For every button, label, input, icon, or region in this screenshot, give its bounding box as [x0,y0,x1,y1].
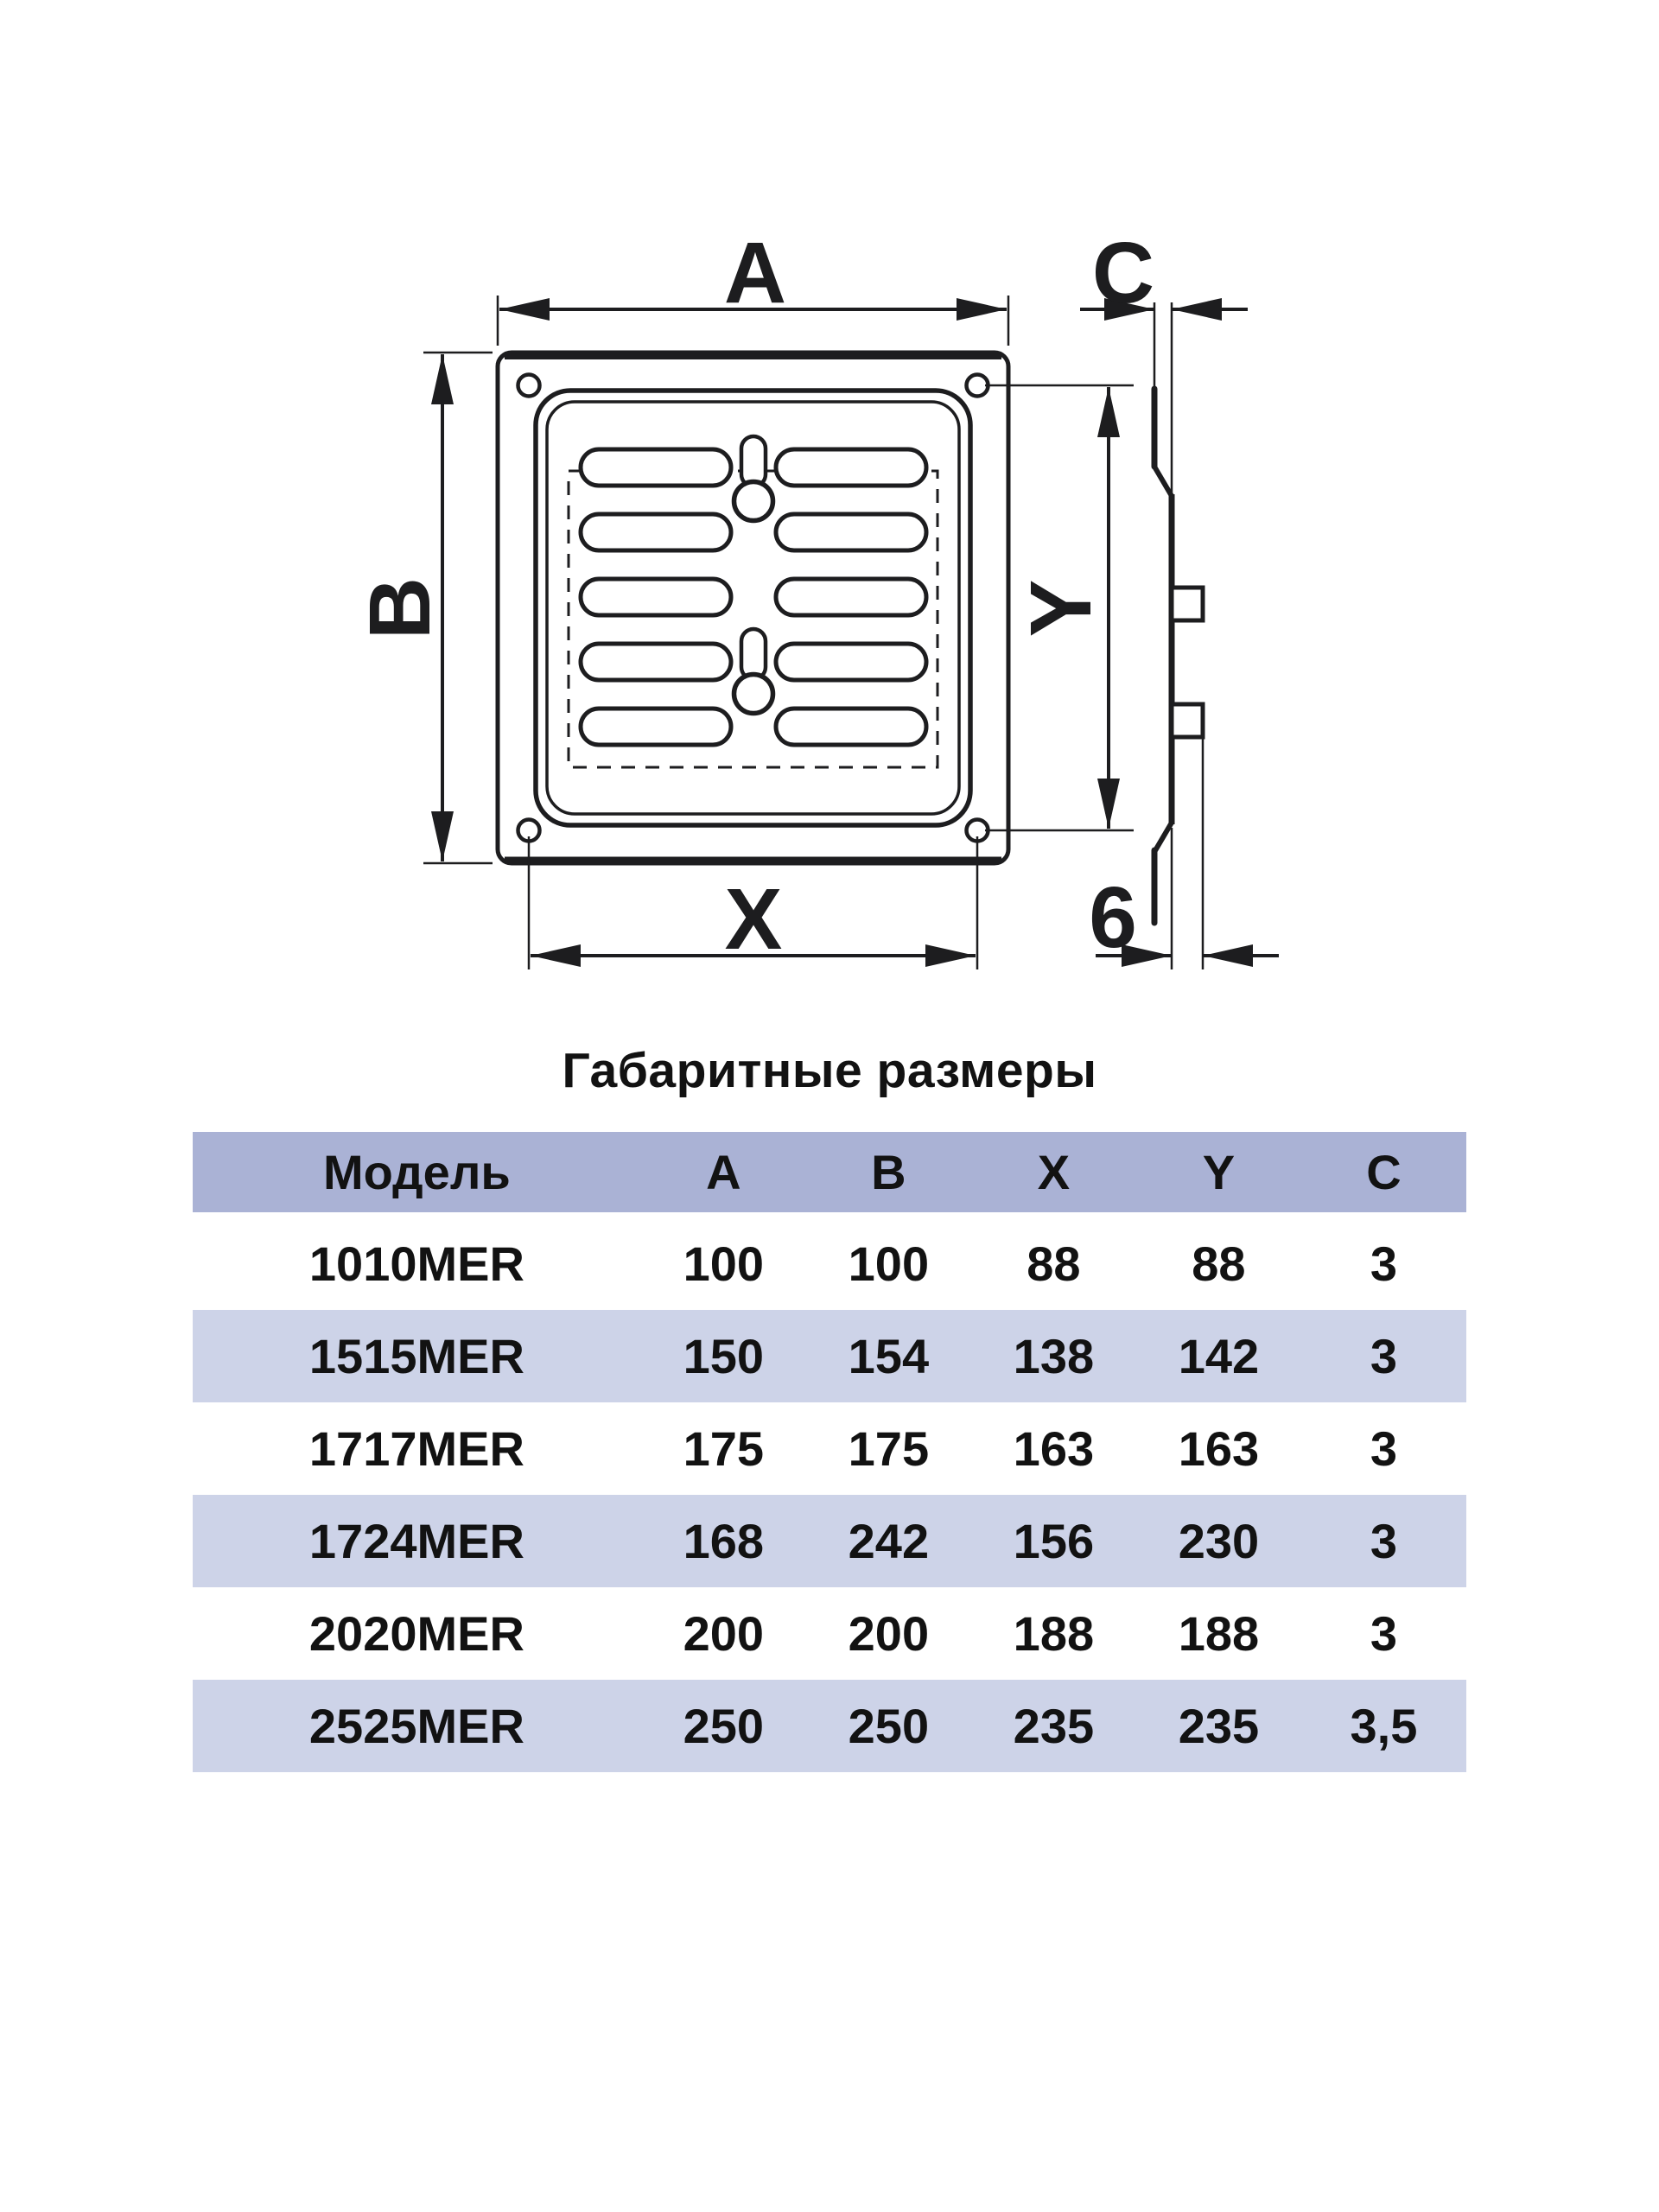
table-row [193,1402,1466,1495]
dim-label-c: C [1091,225,1155,321]
table-header-cell: C [1301,1132,1466,1215]
table-cell: 235 [1178,1699,1260,1753]
table-cell: 163 [1013,1421,1095,1476]
table-header-cell: B [806,1132,971,1215]
dimensions-table [193,1132,1466,1772]
table-cell: 100 [848,1236,930,1291]
table-cell: 200 [683,1606,765,1661]
grille-side-view [1154,389,1203,923]
table-cell: 175 [683,1421,765,1476]
table-cell: 200 [848,1606,930,1661]
table-cell: 3,5 [1350,1699,1418,1753]
table-cell: 3 [1370,1236,1398,1291]
table-cell: 88 [1192,1236,1246,1291]
dim-label-depth: 6 [1089,869,1137,966]
table-header-row [193,1132,1466,1215]
dim-label-y: Y [1013,579,1109,638]
model-cell: 1515MER [308,1329,524,1383]
table-cell: 3 [1370,1421,1398,1476]
corner-hole [967,375,988,397]
table-header-cell: Y [1136,1132,1301,1215]
keyhole-mount-top [734,436,773,521]
table-header-cell: Модель [193,1132,641,1215]
table-cell: 3 [1370,1514,1398,1568]
table-cell: 156 [1013,1514,1095,1568]
dim-label-a: A [723,225,787,321]
table-cell: 142 [1178,1329,1260,1383]
table-row [193,1680,1466,1772]
table-cell: 88 [1027,1236,1081,1291]
table-cell: 235 [1013,1699,1095,1753]
table-header-cell: X [971,1132,1136,1215]
table-cell: 3 [1370,1606,1398,1661]
table-cell: 250 [683,1699,765,1753]
table-header-cell: A [641,1132,806,1215]
table-cell: 230 [1178,1514,1260,1568]
table-cell: 250 [848,1699,930,1753]
table-cell: 100 [683,1236,765,1291]
model-cell: 1010MER [308,1236,524,1291]
table-row [193,1495,1466,1587]
table-row [193,1587,1466,1680]
mount-tab [1172,588,1203,620]
dimension-arrowheads [431,298,1253,967]
table-cell: 138 [1013,1329,1095,1383]
model-cell: 2020MER [308,1606,524,1661]
table-cell: 175 [848,1421,930,1476]
table-cell: 150 [683,1329,765,1383]
model-cell: 1717MER [308,1421,524,1476]
corner-hole [518,375,540,397]
keyhole-mount-bottom [734,629,773,714]
table-cell: 188 [1013,1606,1095,1661]
model-cell: 2525MER [308,1699,524,1753]
mount-tab [1172,704,1203,737]
table-cell: 188 [1178,1606,1260,1661]
table-cell: 168 [683,1514,765,1568]
dim-label-b: B [352,576,448,640]
table-row [193,1215,1466,1310]
table-row [193,1310,1466,1402]
table-cell: 163 [1178,1421,1260,1476]
grille-front-view [498,353,1008,863]
table-cell: 242 [848,1514,930,1568]
table-cell: 154 [848,1329,930,1383]
dim-label-x: X [724,871,783,968]
frame-outline [498,353,1008,863]
section-title: Габаритные размеры [562,1043,1097,1098]
model-cell: 1724MER [308,1514,524,1568]
table-cell: 3 [1370,1329,1398,1383]
